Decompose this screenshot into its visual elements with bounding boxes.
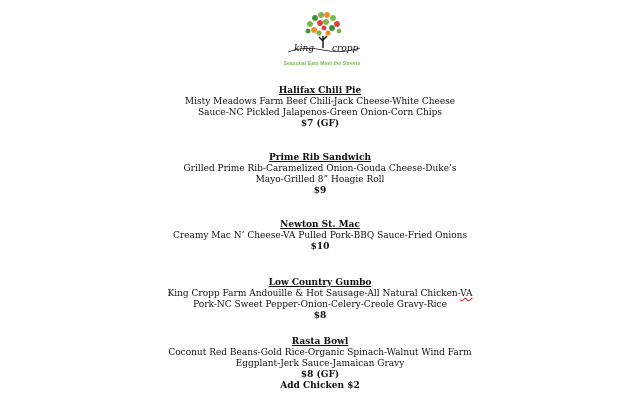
menu-item-title: Prime Rib Sandwich xyxy=(269,153,371,163)
menu-item-price: $8 (GF) xyxy=(300,370,340,380)
menu-item-price: $8 xyxy=(313,311,327,321)
menu-item-title: Halifax Chili Pie xyxy=(278,86,362,96)
description-text: King Cropp Farm Andouille & Hot Sausage-All Natural Chicken- xyxy=(167,289,461,299)
menu-item-title: Low Country Gumbo xyxy=(268,278,372,288)
menu-item-newton-st-mac xyxy=(0,220,640,253)
menu-item-low-country-gumbo xyxy=(0,278,640,322)
menu-item-description-line: Misty Meadows Farm Beef Chili-Jack Cheese-White Cheese xyxy=(184,97,456,107)
spellcheck-flagged-word: VA xyxy=(460,289,473,299)
menu-item-description-line: Grilled Prime Rib-Caramelized Onion-Gouda Cheese-Duke’s xyxy=(183,164,457,174)
tree-logo-graphic xyxy=(274,6,370,62)
logo-brand-right: cropp xyxy=(332,44,359,54)
menu-item-price: $10 xyxy=(310,242,330,252)
menu-item-description-line: Coconut Red Beans-Gold Rice-Organic Spinach-Walnut Wind Farm xyxy=(168,348,472,358)
menu-item-addon-price: Add Chicken $2 xyxy=(280,381,360,391)
menu-item-description-line: Creamy Mac N’ Cheese-VA Pulled Pork-BBQ Sauce-Fried Onions xyxy=(172,231,468,241)
menu-item-description-line: Eggplant-Jerk Sauce-Jamaican Gravy xyxy=(235,359,405,369)
tree-trunk xyxy=(319,36,327,48)
menu-item-prime-rib-sandwich xyxy=(0,153,640,197)
menu-item-description-line: Pork-NC Sweet Pepper-Onion-Celery-Creole Gravy-Rice xyxy=(193,300,447,310)
menu-item-price: $9 xyxy=(313,186,327,196)
tree-leaves xyxy=(306,12,342,36)
menu-item-description-line xyxy=(0,289,640,300)
logo-brand-left: king xyxy=(294,44,314,54)
menu-item-price: $7 (GF) xyxy=(300,119,340,129)
logo-tagline: Seasonal Eats Meet the Streets xyxy=(283,61,361,67)
menu-item-title: Newton St. Mac xyxy=(280,220,360,230)
menu-item-title: Rasta Bowl xyxy=(291,337,349,347)
menu-item-description-line: Mayo-Grilled 8” Hoagie Roll xyxy=(255,175,385,185)
menu-item-description-line: Sauce-NC Pickled Jalapenos-Green Onion-Corn Chips xyxy=(197,108,443,118)
king-cropp-logo xyxy=(274,6,370,70)
menu-item-halifax-chili-pie xyxy=(0,86,640,130)
menu-item-rasta-bowl xyxy=(0,337,640,392)
